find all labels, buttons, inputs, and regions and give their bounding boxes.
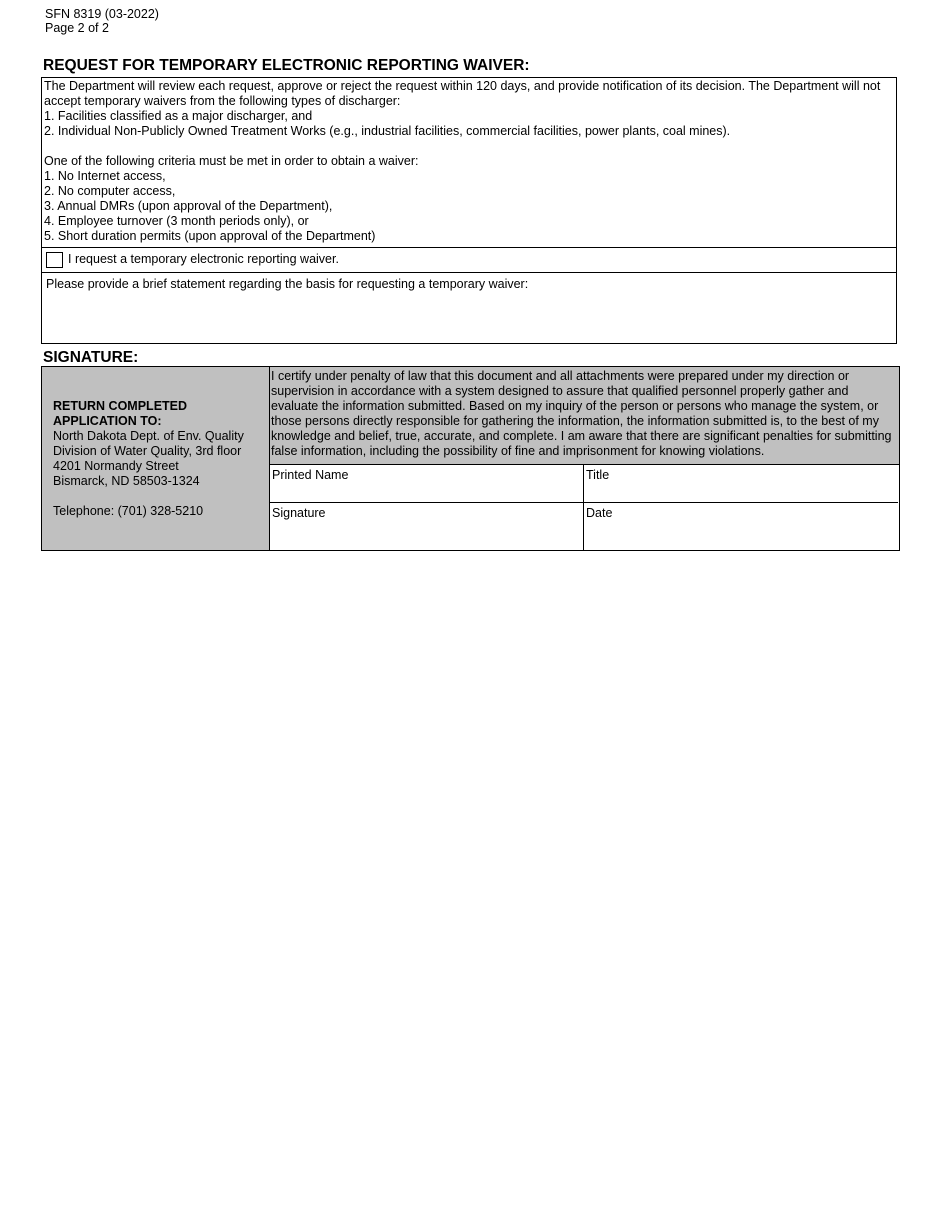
return-address bbox=[53, 399, 244, 519]
waiver-request-row bbox=[42, 247, 896, 273]
waiver-request-label: I request a temporary electronic reporting waiver. bbox=[68, 252, 339, 266]
statement-prompt: Please provide a brief statement regarding the basis for requesting a temporary waiver: bbox=[46, 277, 529, 291]
date-field[interactable] bbox=[586, 530, 898, 548]
waiver-intro-line: The Department will review each request, approve or reject the request within 120 days, and provide notification of its decision. The Department will not bbox=[44, 79, 881, 93]
waiver-intro-line: accept temporary waivers from the following types of discharger: bbox=[44, 94, 401, 108]
criteria-item: 4. Employee turnover (3 month periods only), or bbox=[44, 214, 309, 228]
return-heading: RETURN COMPLETED bbox=[53, 399, 188, 413]
certification-text bbox=[271, 369, 892, 459]
criteria-intro: One of the following criteria must be met in order to obtain a waiver: bbox=[44, 154, 419, 168]
waiver-request-checkbox[interactable] bbox=[46, 252, 63, 268]
form-number: SFN 8319 (03-2022) bbox=[45, 7, 159, 21]
printed-name-field[interactable] bbox=[272, 482, 583, 500]
address-line: North Dakota Dept. of Env. Quality bbox=[53, 429, 244, 443]
waiver-box bbox=[41, 77, 897, 344]
certification-line: those persons directly responsible for gathering the information, the information submitted is, to the best of my bbox=[271, 414, 879, 428]
date-cell bbox=[584, 503, 898, 550]
spacer bbox=[44, 139, 880, 154]
address-line: Division of Water Quality, 3rd floor bbox=[53, 444, 242, 458]
title-label: Title bbox=[586, 468, 610, 482]
waiver-statement-field[interactable] bbox=[46, 294, 896, 342]
telephone: Telephone: (701) 328-5210 bbox=[53, 504, 204, 518]
certification-line: evaluate the information submitted. Based on my inquiry of the person or persons who manage the system, or bbox=[271, 399, 879, 413]
criteria-item: 3. Annual DMRs (upon approval of the Department), bbox=[44, 199, 333, 213]
signature-table bbox=[41, 366, 900, 551]
criteria-item: 5. Short duration permits (upon approval of the Department) bbox=[44, 229, 376, 243]
form-header bbox=[45, 7, 159, 35]
signature-section-title: SIGNATURE: bbox=[43, 349, 139, 366]
printed-name-label: Printed Name bbox=[272, 468, 349, 482]
printed-name-cell bbox=[270, 465, 584, 503]
return-address-cell bbox=[42, 367, 270, 550]
title-cell bbox=[584, 465, 898, 503]
criteria-item: 2. No computer access, bbox=[44, 184, 176, 198]
signature-field[interactable] bbox=[272, 530, 583, 548]
waiver-intro-line: 1. Facilities classified as a major discharger, and bbox=[44, 109, 313, 123]
signature-label: Signature bbox=[272, 506, 326, 520]
page-number: Page 2 of 2 bbox=[45, 21, 109, 35]
address-line: 4201 Normandy Street bbox=[53, 459, 179, 473]
certification-line: false information, including the possibility of fine and imprisonment for knowing violations. bbox=[271, 444, 765, 458]
certification-line: supervision in accordance with a system designed to assure that qualified personnel properly gather and bbox=[271, 384, 849, 398]
address-line: Bismarck, ND 58503-1324 bbox=[53, 474, 200, 488]
certification-cell bbox=[270, 367, 899, 465]
waiver-text bbox=[44, 79, 880, 244]
waiver-section-title: REQUEST FOR TEMPORARY ELECTRONIC REPORTING WAIVER: bbox=[43, 57, 530, 74]
return-heading: APPLICATION TO: bbox=[53, 414, 162, 428]
spacer bbox=[53, 489, 244, 504]
title-field[interactable] bbox=[586, 482, 898, 500]
certification-line: I certify under penalty of law that this document and all attachments were prepared under my direction or bbox=[271, 369, 850, 383]
criteria-item: 1. No Internet access, bbox=[44, 169, 166, 183]
waiver-intro-line: 2. Individual Non-Publicly Owned Treatment Works (e.g., industrial facilities, commercial facilities, power plants, coal mines). bbox=[44, 124, 731, 138]
date-label: Date bbox=[586, 506, 613, 520]
certification-line: knowledge and belief, true, accurate, and complete. I am aware that there are significant penalties for submitting bbox=[271, 429, 892, 443]
signature-cell bbox=[270, 503, 584, 550]
